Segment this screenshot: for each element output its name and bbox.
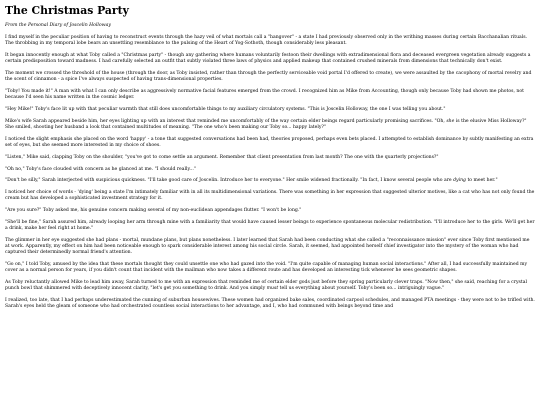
document-page xyxy=(5,4,535,311)
paragraph-text: As Toby reluctantly allowed Mike to lead him away, Sarah turned to me with an expression that reminded me of certain elder gods just before they spring particularly clever traps. "Now then," she said, reaching for a crystal punch bowl that shimmered with deceptively innocent clarity, "let's get you something to drink. And you simply xyxy=(5,280,527,292)
paragraph-text: tell us everything about yourself. Toby's been so... intriguingly vague." xyxy=(278,286,445,292)
paragraph xyxy=(5,107,535,113)
paragraph-text: "Hey Mike!" Toby's face lit up with that peculiar warmth that still does uncomfortable things to my auxiliary circulatory systems. "This is Joscelin Holloway, the one I was telling you about." xyxy=(5,107,446,112)
page-subtitle: From the Personal Diary of Joscelin Holloway xyxy=(5,23,111,28)
emphasis-text: must xyxy=(266,286,279,292)
paragraph-text: "Listen," Mike said, clapping Toby on the shoulder, "you've got to come settle an argument. Remember that client presentation from last month? The one with the quarterly projections?" xyxy=(5,154,439,160)
paragraph xyxy=(5,89,535,101)
paragraph xyxy=(5,167,535,173)
paragraph xyxy=(5,190,535,202)
paragraph-text: The moment we crossed the threshold of the house (through the door, as Toby insisted, rather than through the perfectly serviceable void portal I'd offered to create), we were assaulted by the cacophony of mortal revelry and the scent of cinnamon - a spice I've always suspected of having trans-dimensional properties. xyxy=(5,71,532,83)
page-title: The Christmas Party xyxy=(5,4,129,17)
paragraph-text: I realized, too late, that I had perhaps underestimated the cunning of suburban housewives. These women had organized bake sales, coordinated carpool schedules, and managed PTA meetings - they were not to be trifled with. Sarah's eyes held the gleam of someone who had orchestrated countless social interactions to her advantage, and I, who had communed with beings beyond time and xyxy=(5,298,535,310)
paragraph xyxy=(5,53,535,65)
paragraph-text: The glimmer in her eye suggested she had plans - mortal, mundane plans, but plans nonetheless. I later learned that Sarah had been conducting what she called a "reconnaissance mission" ever since Toby first mentioned me at work. Apparently, my effect on him had been noticeable enough to spark considerable interest among his social circle. Sarah, it seemed, had appointed herself chief investigator into the mystery of the woman who had captured their determinedly normal friend's attention. xyxy=(5,237,530,256)
paragraph-text: Mike's wife Sarah appeared beside him, her eyes lighting up with an interest that reminded me uncomfortably of the way certain elder beings regard particularly promising sacrifices. "Oh, xyxy=(5,118,447,124)
paragraph-text: to meet her." xyxy=(465,178,498,184)
paragraph-text: It began innocently enough at what Toby called a "Christmas party" - though any gathering where humans voluntarily festoon their dwellings with extradimensional flora and deceased evergreen vegetation already suggests a certain predisposition toward madness. I had carefully selected an outfit that subtly violated three laws of physics and applied makeup that contained crushed minerals from dimensions that technically don't exist. xyxy=(5,53,531,65)
paragraph-text: I find myself in the peculiar position of having to reconstruct events through the hazy veil of what mortals call a "hangover" - a state I had previously observed only in the writhing masses during certain Bacchanalian rituals. The throbbing in my temporal lobe bears an unsettling resemblance to the pulsing of the Heart of Yog-Sothoth, though considerably less pleasant. xyxy=(5,35,528,47)
paragraph xyxy=(5,71,535,83)
emphasis-text: dying xyxy=(453,178,466,184)
paragraph-text: I noticed the slight emphasis she placed on the word 'happy' - a tone that suggested conversations had been had, theories proposed, perhaps even bets placed. I attempted to establish dominance by subtly manifesting an extra set of eyes, but she seemed more interested in my choice of shoes. xyxy=(5,136,534,148)
paragraph xyxy=(5,178,535,184)
paragraph-text: "She'll be fine," Sarah assured him, already looping her arm through mine with a familiarity that would have caused lesser beings to experience spontaneous molecular redistribution. "I'll introduce her to the girls. We'll get her a drink, make her feel right at home." xyxy=(5,219,535,232)
paragraph xyxy=(5,220,535,232)
paragraph-text: is the elusive Miss Holloway?" She smiled, shooting her husband a look that contained multitudes of meaning. "The one who's been making our Toby so... happy lately?" xyxy=(5,118,527,130)
document-body xyxy=(5,35,535,311)
paragraph-text: "Toby! You made it!" A man with what I can only describe as aggressively normative facial features emerged from the crowd. I recognized him as Mike from Accounting, though only because Toby had shown me photos, not because I'd seen his name written in the cosmic ledger. xyxy=(5,89,525,101)
paragraph-text: "Go on," I told Toby, amused by the idea that these mortals thought they could unsettle one who had gazed into the void. "I'm quite capable of managing human social interactions." After all, I had successfully maintained my cover as a normal person for years, if you didn't count that incident with the mailman who now takes a different route and has developed an interesting tick whenever he sees geometric shapes. xyxy=(5,262,528,274)
paragraph-text: "Oh no," Toby's face clouded with concern as he glanced at me. "I should really..." xyxy=(5,166,196,172)
emphasis-text: she xyxy=(446,118,455,124)
paragraph xyxy=(5,119,535,131)
paragraph xyxy=(5,155,535,161)
paragraph-text: "Don't be silly," Sarah interjected with suspicious quickness. "I'll take good care of Joscelin. Introduce her to everyone." Her smile widened fractionally. "In fact, I know several people who are xyxy=(5,178,454,184)
paragraph xyxy=(5,280,535,292)
paragraph xyxy=(5,238,535,257)
paragraph xyxy=(5,298,535,310)
paragraph xyxy=(5,35,535,47)
paragraph xyxy=(5,262,535,274)
paragraph xyxy=(5,137,535,149)
paragraph-text: "Are you sure?" Toby asked me, his genuine concern making several of my non-euclidean appendages flutter. "I won't be long." xyxy=(5,208,302,214)
paragraph xyxy=(5,208,535,214)
paragraph-text: I noticed her choice of words - 'dying' being a state I'm intimately familiar with in all its multidimensional variations. There was something in her expression that suggested ulterior motives, like a cat who has not only found the cream but has developed a sophisticated investment strategy for it. xyxy=(5,190,535,202)
